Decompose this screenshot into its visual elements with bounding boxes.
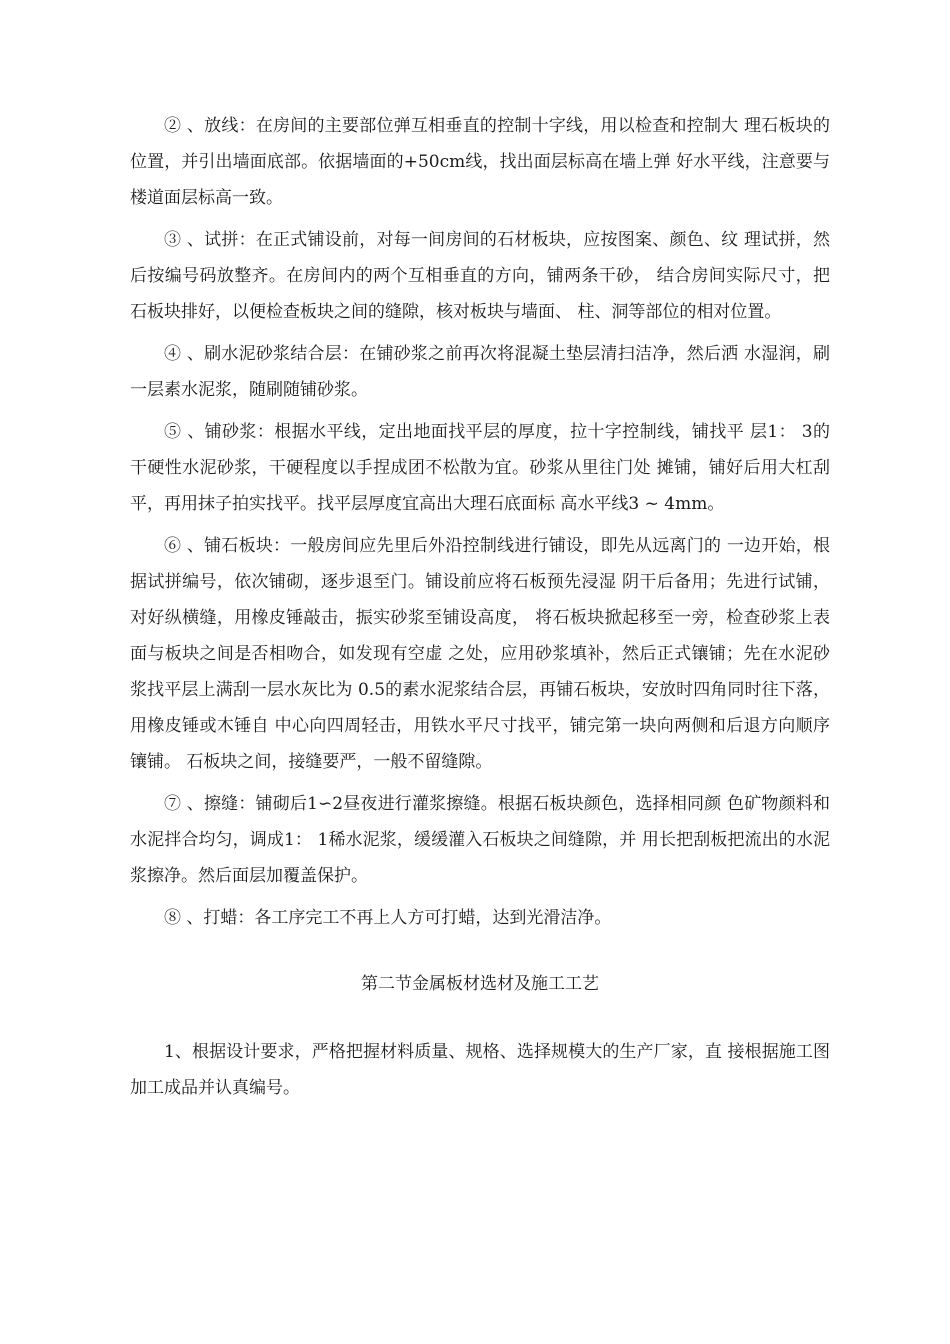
paragraph-step-2: ② 、放线：在房间的主要部位弹互相垂直的控制十字线，用以检查和控制大 理石板块的位置，并引出墙面底部。依据墙面的+50cm线，找出面层标高在墙上弹 好水平线，注意要与楼道面层标高一致。 xyxy=(130,116,830,208)
paragraph-step-7: ⑦ 、擦缝：铺砌后1∽2昼夜进行灌浆擦缝。根据石板块颜色，选择相同颜 色矿物颜料和水泥拌合均匀，调成1： 1稀水泥浆，缓缓灌入石板块之间缝隙，并 用长把刮板把流出的水泥浆擦净。然后面层加覆盖保护。 xyxy=(130,794,830,886)
document-page xyxy=(130,108,830,1106)
paragraph-step-6: ⑥ 、铺石板块：一般房间应先里后外沿控制线进行铺设，即先从远离门的 一边开始，根据试拼编号，依次铺砌，逐步退至门。铺设前应将石板预先浸湿 阴干后备用；先进行试铺，对好纵横缝，用橡皮锤敲击，振实砂浆至铺设高度， 将石板块掀起移至一旁，检查砂浆上表面与板块之间是否相吻合，如发现有空虚 之处，应用砂浆填补，然后正式镶铺；先在水泥砂浆找平层上满刮一层水灰比为 0.5的素水泥浆结合层，再铺石板块，安放时四角同时往下落，用橡皮锤或木锤自 中心向四周轻击，用铁水平尺寸找平，铺完第一块向两侧和后退方向顺序镶铺。 石板块之间，接缝要严，一般不留缝隙。 xyxy=(130,536,830,772)
paragraph-step-8: ⑧ 、打蜡：各工序完工不再上人方可打蜡，达到光滑洁净。 xyxy=(164,908,612,928)
paragraph-step-3: ③ 、试拼：在正式铺设前，对每一间房间的石材板块，应按图案、颜色、纹 理试拼，然后按编号码放整齐。在房间内的两个互相垂直的方向，铺两条干砂， 结合房间实际尺寸，把石板块排好，以便检查板块之间的缝隙，核对板块与墙面、 柱、洞等部位的相对位置。 xyxy=(130,230,830,322)
paragraph-step-4: ④ 、刷水泥砂浆结合层：在铺砂浆之前再次将混凝土垫层清扫洁净，然后洒 水湿润，刷一层素水泥浆，随刷随铺砂浆。 xyxy=(130,344,830,400)
paragraph-item-1: 1、根据设计要求，严格把握材料质量、规格、选择规模大的生产厂家，直 接根据施工图加工成品并认真编号。 xyxy=(130,1042,830,1098)
section-heading: 第二节金属板材选材及施工工艺 xyxy=(361,974,599,994)
paragraph-step-5: ⑤ 、铺砂浆：根据水平线，定出地面找平层的厚度，拉十字控制线，铺找平 层1： 3的干硬性水泥砂浆，干硬程度以手捏成团不松散为宜。砂浆从里往门处 摊铺，铺好后用大杠刮平，再用抹子拍实找平。找平层厚度宜高出大理石底面标 高水平线3 ~ 4mm。 xyxy=(130,422,830,514)
